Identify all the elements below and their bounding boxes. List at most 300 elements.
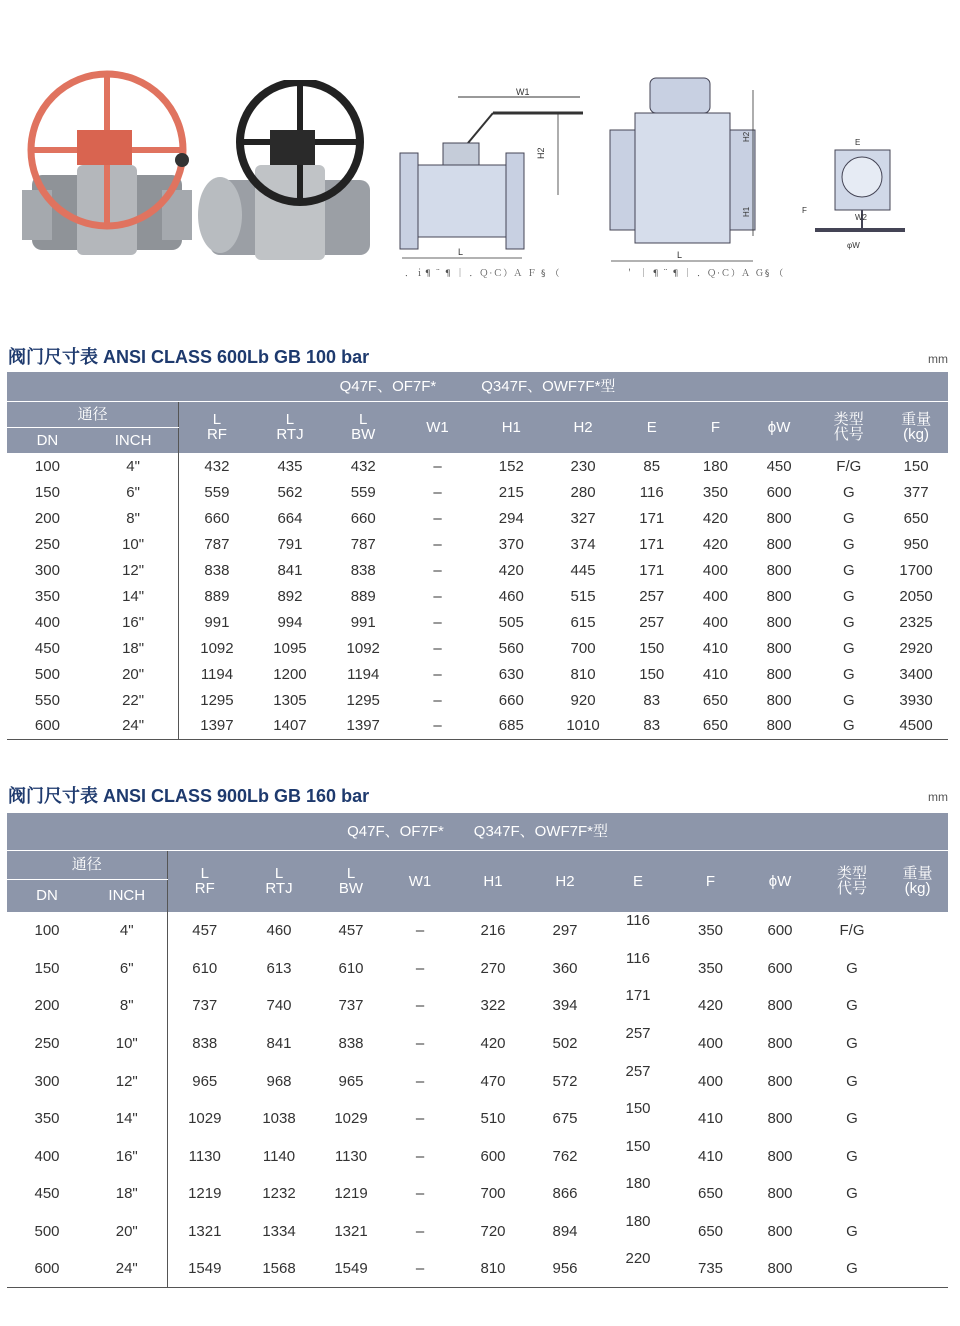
table600 — [7, 372, 948, 740]
table-cell: – — [433, 561, 442, 579]
table-cell: 650 — [697, 1185, 724, 1203]
drawing-caption-left: ．ｉ¶ ¨ ¶ ｜ ．Ｑ·Ｃ）Ａ Ｆ § （ — [405, 269, 561, 279]
table-cell: 171 — [639, 535, 665, 553]
table-cell: 250 — [34, 1035, 60, 1053]
table-row — [7, 1025, 948, 1063]
table-cell-value: 116 — [626, 949, 650, 967]
table-cell-value: 150 — [625, 1137, 651, 1155]
table-cell: 24" — [87, 1250, 167, 1288]
table-cell: 613 — [266, 959, 292, 977]
table-cell: 889 — [204, 587, 230, 605]
table-cell: 400 — [697, 1035, 724, 1053]
table-cell: 435 — [277, 457, 303, 475]
table-cell: F/G — [836, 457, 862, 475]
table-cell: 800 — [766, 509, 792, 527]
table-cell: 562 — [277, 483, 303, 501]
table-cell: 150 — [34, 483, 60, 501]
table-cell: G — [846, 1185, 858, 1203]
table-cell — [887, 950, 948, 988]
table-cell-value: 220 — [625, 1250, 651, 1268]
table-cell: 892 — [277, 587, 303, 605]
table-cell: 83 — [643, 717, 661, 735]
table-cell: 991 — [204, 613, 230, 631]
table-cell: 1305 — [273, 691, 307, 709]
table-cell: – — [415, 997, 425, 1015]
table-cell: 800 — [766, 665, 792, 683]
table-cell: 1029 — [334, 1110, 368, 1128]
table-row — [7, 1062, 948, 1100]
table-cell: – — [433, 639, 442, 657]
svg-text:W2: W2 — [855, 213, 867, 222]
table-cell: 664 — [277, 509, 303, 527]
table-cell: 700 — [480, 1185, 506, 1203]
table-cell-value: 257 — [625, 1025, 651, 1043]
table-cell: 150 — [903, 457, 929, 475]
table-cell: G — [846, 997, 858, 1015]
table-cell: – — [433, 691, 442, 709]
table-cell: 550 — [34, 691, 60, 709]
table-cell: 1194 — [200, 665, 234, 683]
table-cell: 510 — [480, 1110, 506, 1128]
svg-text:H1: H1 — [742, 206, 751, 217]
table-cell: 300 — [34, 1072, 60, 1090]
table-cell: 1200 — [273, 665, 307, 683]
table-cell: 14" — [87, 1100, 167, 1138]
table-cell: 1295 — [346, 691, 380, 709]
table-cell-value: 171 — [625, 987, 651, 1005]
table-cell: 1232 — [262, 1185, 296, 1203]
table-cell: – — [433, 587, 442, 605]
table-cell: 83 — [643, 691, 661, 709]
table-cell: 800 — [766, 587, 792, 605]
table-cell: – — [415, 1110, 425, 1128]
table-cell: 650 — [702, 717, 728, 735]
table-row — [7, 950, 948, 988]
table-cell: – — [415, 1072, 425, 1090]
table-cell: G — [842, 717, 855, 735]
table-cell: 297 — [552, 922, 578, 940]
table-cell: 350 — [34, 1110, 60, 1128]
table-cell: 1397 — [200, 717, 234, 735]
table-row — [7, 912, 948, 950]
table-cell: 350 — [697, 959, 724, 977]
table-cell: 215 — [498, 483, 524, 501]
table-cell: 250 — [34, 535, 60, 553]
table-cell: 740 — [266, 997, 292, 1015]
table-cell: 600 — [767, 959, 793, 977]
table-row — [7, 635, 948, 661]
svg-text:H2: H2 — [536, 147, 546, 159]
table-cell: 1397 — [346, 717, 380, 735]
table-cell: 841 — [277, 561, 303, 579]
table-cell: 300 — [34, 561, 60, 579]
table-cell: – — [433, 483, 442, 501]
table-cell — [598, 1100, 678, 1138]
red-handwheel-valve-photo — [22, 70, 202, 265]
table-cell — [887, 912, 948, 950]
table-cell: – — [433, 457, 442, 475]
table-cell-value: 150 — [625, 1100, 651, 1118]
table-cell: 470 — [480, 1072, 506, 1090]
table-cell — [598, 1138, 678, 1176]
table-row — [7, 531, 948, 557]
table-cell: 171 — [639, 561, 665, 579]
table-cell: G — [846, 1072, 858, 1090]
table-cell: 432 — [204, 457, 230, 475]
header-weight: 重量 (kg) — [887, 850, 948, 912]
table-cell: 445 — [570, 561, 596, 579]
table-cell: 20" — [87, 1213, 167, 1251]
table-cell: 230 — [570, 457, 596, 475]
table-cell: 150 — [639, 665, 665, 683]
table-cell: 800 — [767, 1072, 793, 1090]
table-cell: 2050 — [899, 587, 933, 605]
table-cell: G — [842, 509, 855, 527]
table-cell: 1549 — [188, 1260, 222, 1278]
table-cell: 800 — [766, 717, 792, 735]
table-cell: 841 — [266, 1035, 292, 1053]
table-cell: 600 — [34, 717, 60, 735]
table-cell: 800 — [767, 1223, 793, 1241]
table-cell — [598, 1250, 678, 1288]
gear-valve-drawing — [605, 58, 765, 268]
table-cell: 1295 — [200, 691, 234, 709]
table-cell: G — [842, 483, 855, 501]
table-cell: 360 — [552, 959, 578, 977]
table-cell: G — [842, 561, 855, 579]
table-cell: 600 — [34, 1260, 60, 1278]
table-cell: 20" — [88, 661, 179, 687]
svg-text:L: L — [677, 250, 683, 260]
table-cell — [887, 1138, 948, 1176]
table-cell: 838 — [192, 1035, 218, 1053]
table-cell: 1130 — [188, 1147, 221, 1165]
table-cell: – — [415, 922, 425, 940]
table-cell: 216 — [480, 922, 506, 940]
header-w1: W1 — [401, 401, 474, 453]
table-cell: 6" — [87, 950, 167, 988]
table-cell: 800 — [767, 1110, 793, 1128]
header-l-bw: L BW — [316, 850, 386, 912]
table-cell: 700 — [570, 639, 596, 657]
black-handwheel-valve-photo — [195, 80, 385, 265]
table-cell: 920 — [570, 691, 596, 709]
table-cell: 294 — [498, 509, 524, 527]
header-h1: H1 — [454, 850, 532, 912]
table-cell: G — [846, 1260, 858, 1278]
header-f: F — [678, 850, 743, 912]
table-cell — [598, 1062, 678, 1100]
table-cell — [887, 1100, 948, 1138]
table-cell: 24" — [88, 713, 179, 739]
table-cell: 559 — [204, 483, 230, 501]
table-row — [7, 505, 948, 531]
svg-text:L: L — [458, 247, 464, 257]
header-type: 类型 代号 — [817, 850, 887, 912]
table-cell: 1219 — [188, 1185, 222, 1203]
table-row — [7, 1138, 948, 1176]
table-cell: 1321 — [334, 1223, 368, 1241]
table-cell: – — [433, 613, 442, 631]
table-cell: 800 — [767, 1147, 793, 1165]
table-cell: G — [846, 1223, 858, 1241]
table-cell: 889 — [350, 587, 376, 605]
table-cell: 4" — [87, 912, 167, 950]
table-cell: 1140 — [262, 1147, 296, 1165]
table-cell: 630 — [498, 665, 524, 683]
header-l-rf: L RF — [167, 850, 242, 912]
table-cell: 572 — [552, 1072, 578, 1090]
table-cell: 1092 — [200, 639, 234, 657]
table-cell: 12" — [88, 557, 179, 583]
table-cell: G — [846, 1035, 858, 1053]
table-cell: 502 — [552, 1035, 578, 1053]
table-cell: 350 — [34, 587, 60, 605]
header-l-rtj: L RTJ — [255, 401, 326, 453]
table-cell: 610 — [192, 959, 218, 977]
table-cell — [598, 987, 678, 1025]
table-cell: 3400 — [899, 665, 933, 683]
table-cell: 1010 — [566, 717, 600, 735]
header-dn: DN — [7, 427, 88, 453]
table-cell: 894 — [552, 1223, 578, 1241]
table-cell — [598, 1175, 678, 1213]
table-row — [7, 661, 948, 687]
table-cell: 150 — [639, 639, 665, 657]
header-weight: 重量 (kg) — [884, 401, 948, 453]
table-cell: 1038 — [262, 1110, 296, 1128]
table-row — [7, 583, 948, 609]
table-cell: 100 — [34, 457, 60, 475]
table-cell: 374 — [570, 535, 596, 553]
table-row — [7, 557, 948, 583]
table600-body — [7, 453, 948, 739]
table-cell: 2920 — [899, 639, 933, 657]
table-cell — [887, 1175, 948, 1213]
table-cell: 800 — [766, 561, 792, 579]
header-e: E — [598, 850, 678, 912]
table-cell: 171 — [639, 509, 665, 527]
header-w1: W1 — [386, 850, 454, 912]
table-cell: 460 — [266, 922, 292, 940]
gearbox-side-drawing — [800, 135, 920, 255]
table-cell: 560 — [498, 639, 524, 657]
table-cell: 116 — [639, 483, 664, 501]
header-dn: DN — [7, 879, 87, 912]
table-cell: 400 — [34, 1147, 60, 1165]
table-cell: 615 — [570, 613, 596, 631]
table-cell: 457 — [338, 922, 364, 940]
table-cell: 800 — [766, 639, 792, 657]
table-cell: 737 — [192, 997, 218, 1015]
table-cell: 600 — [480, 1147, 506, 1165]
table-cell: – — [415, 1147, 425, 1165]
table-cell: 660 — [350, 509, 376, 527]
table-cell: 515 — [570, 587, 596, 605]
table-row — [7, 1250, 948, 1288]
table-cell: 8" — [88, 505, 179, 531]
header-h1: H1 — [474, 401, 549, 453]
table-cell: 685 — [498, 717, 524, 735]
table-cell: 420 — [480, 1035, 506, 1053]
table-cell: 800 — [767, 997, 793, 1015]
table-cell: – — [415, 1035, 425, 1053]
table-cell: 600 — [767, 922, 793, 940]
table-cell: 410 — [702, 639, 728, 657]
table-cell: 410 — [697, 1147, 724, 1165]
table-cell: 394 — [552, 997, 578, 1015]
table-cell: 420 — [702, 509, 728, 527]
svg-text:F: F — [802, 206, 807, 215]
table-cell: 500 — [34, 665, 60, 683]
header-phiw: ϕW — [745, 401, 814, 453]
table-cell: – — [415, 1223, 425, 1241]
table-cell: 810 — [480, 1260, 506, 1278]
table-cell: 400 — [34, 613, 60, 631]
header-inch: INCH — [87, 879, 167, 912]
table-cell: 150 — [34, 959, 60, 977]
table-cell: 327 — [570, 509, 596, 527]
table-cell: 810 — [570, 665, 596, 683]
table-cell: – — [433, 509, 442, 527]
table-cell-value: 180 — [625, 1175, 651, 1193]
table-cell: 450 — [34, 639, 60, 657]
table-cell: 1092 — [346, 639, 380, 657]
table-cell: 16" — [87, 1138, 167, 1176]
table-cell: 650 — [702, 691, 728, 709]
table-cell: 1095 — [273, 639, 307, 657]
table-cell: G — [846, 1110, 858, 1128]
table-cell: 866 — [552, 1185, 578, 1203]
table-cell-value: 257 — [625, 1062, 651, 1080]
table-cell: G — [846, 1147, 858, 1165]
table-cell: 800 — [766, 535, 792, 553]
header-inch: INCH — [88, 427, 179, 453]
header-f: F — [686, 401, 745, 453]
table-cell: – — [415, 1185, 425, 1203]
table-cell: 350 — [702, 483, 728, 501]
table-cell: 450 — [34, 1185, 60, 1203]
table-cell: 22" — [88, 687, 179, 713]
table-cell: – — [433, 717, 442, 735]
table-cell: 400 — [702, 587, 728, 605]
table600-unit: mm — [928, 352, 948, 366]
table-cell: 787 — [350, 535, 376, 553]
table-cell: – — [415, 1260, 425, 1278]
table900-unit: mm — [928, 790, 948, 804]
table-cell: 675 — [552, 1110, 578, 1128]
table-cell: 1029 — [188, 1110, 222, 1128]
table-cell: 410 — [697, 1110, 724, 1128]
table-cell: 1407 — [273, 717, 307, 735]
table-cell: 800 — [766, 691, 792, 709]
table-cell — [887, 1025, 948, 1063]
table-cell — [887, 1250, 948, 1288]
header-l-bw: L BW — [325, 401, 401, 453]
table-cell: G — [842, 691, 855, 709]
table-cell — [887, 987, 948, 1025]
table-cell: 6" — [88, 479, 179, 505]
table-cell: 180 — [702, 457, 728, 475]
table-cell: 14" — [88, 583, 179, 609]
table-cell: G — [842, 587, 855, 605]
header-type: 类型 代号 — [813, 401, 884, 453]
table-cell: 400 — [702, 613, 728, 631]
product-figures — [0, 0, 960, 300]
table-cell: 1130 — [334, 1147, 368, 1165]
table-cell: 559 — [350, 483, 376, 501]
table-row — [7, 713, 948, 739]
table-cell: 1549 — [334, 1260, 368, 1278]
table-cell: G — [842, 665, 855, 683]
table-cell: 420 — [498, 561, 524, 579]
table-cell: 505 — [498, 613, 524, 631]
table-row — [7, 453, 948, 479]
table-cell: 838 — [350, 561, 376, 579]
header-phiw: ϕW — [743, 850, 817, 912]
table-cell: 370 — [498, 535, 524, 553]
table-cell: 152 — [498, 457, 524, 475]
table-cell — [598, 950, 678, 988]
table-row — [7, 1213, 948, 1251]
table-cell: 994 — [277, 613, 303, 631]
svg-text:φW: φW — [847, 241, 860, 250]
table-cell: 420 — [697, 997, 724, 1015]
table-cell: 1219 — [334, 1185, 368, 1203]
table-cell: 762 — [552, 1147, 578, 1165]
header-l-rf: L RF — [179, 401, 255, 453]
table-cell: 650 — [697, 1223, 724, 1241]
table-cell: 410 — [702, 665, 728, 683]
table-cell — [887, 1062, 948, 1100]
table-row — [7, 987, 948, 1025]
table-cell: 800 — [767, 1035, 793, 1053]
table-cell: 8" — [87, 987, 167, 1025]
header-bore: 通径 — [7, 850, 167, 879]
table-cell: 838 — [204, 561, 230, 579]
table-row — [7, 1100, 948, 1138]
table-cell: 85 — [643, 457, 661, 475]
table-cell-value: 180 — [625, 1213, 651, 1231]
table-row — [7, 687, 948, 713]
table-cell: 10" — [87, 1025, 167, 1063]
table-cell: 200 — [34, 997, 60, 1015]
table-cell: G — [842, 639, 855, 657]
table-cell: 400 — [697, 1072, 724, 1090]
table-cell: 12" — [87, 1062, 167, 1100]
table-cell: 720 — [480, 1223, 506, 1241]
table-cell: 10" — [88, 531, 179, 557]
table-cell — [887, 1213, 948, 1251]
table-cell: 200 — [34, 509, 60, 527]
header-l-rtj: L RTJ — [242, 850, 316, 912]
table-cell: 787 — [204, 535, 230, 553]
table-cell: 457 — [192, 922, 218, 940]
table900 — [7, 813, 948, 1288]
table-cell: 350 — [697, 922, 724, 940]
table-cell: 1321 — [188, 1223, 222, 1241]
table-cell: 965 — [192, 1072, 218, 1090]
table-cell: 18" — [87, 1175, 167, 1213]
table-cell: 1568 — [262, 1260, 296, 1278]
table-cell: 800 — [767, 1185, 793, 1203]
table600-series: Q47F、OF7F* Q347F、OWF7F*型 — [7, 372, 948, 401]
table-cell: 16" — [88, 609, 179, 635]
table-cell — [598, 1025, 678, 1063]
table-cell: 737 — [338, 997, 364, 1015]
table-cell: 420 — [702, 535, 728, 553]
table-cell: – — [433, 665, 442, 683]
